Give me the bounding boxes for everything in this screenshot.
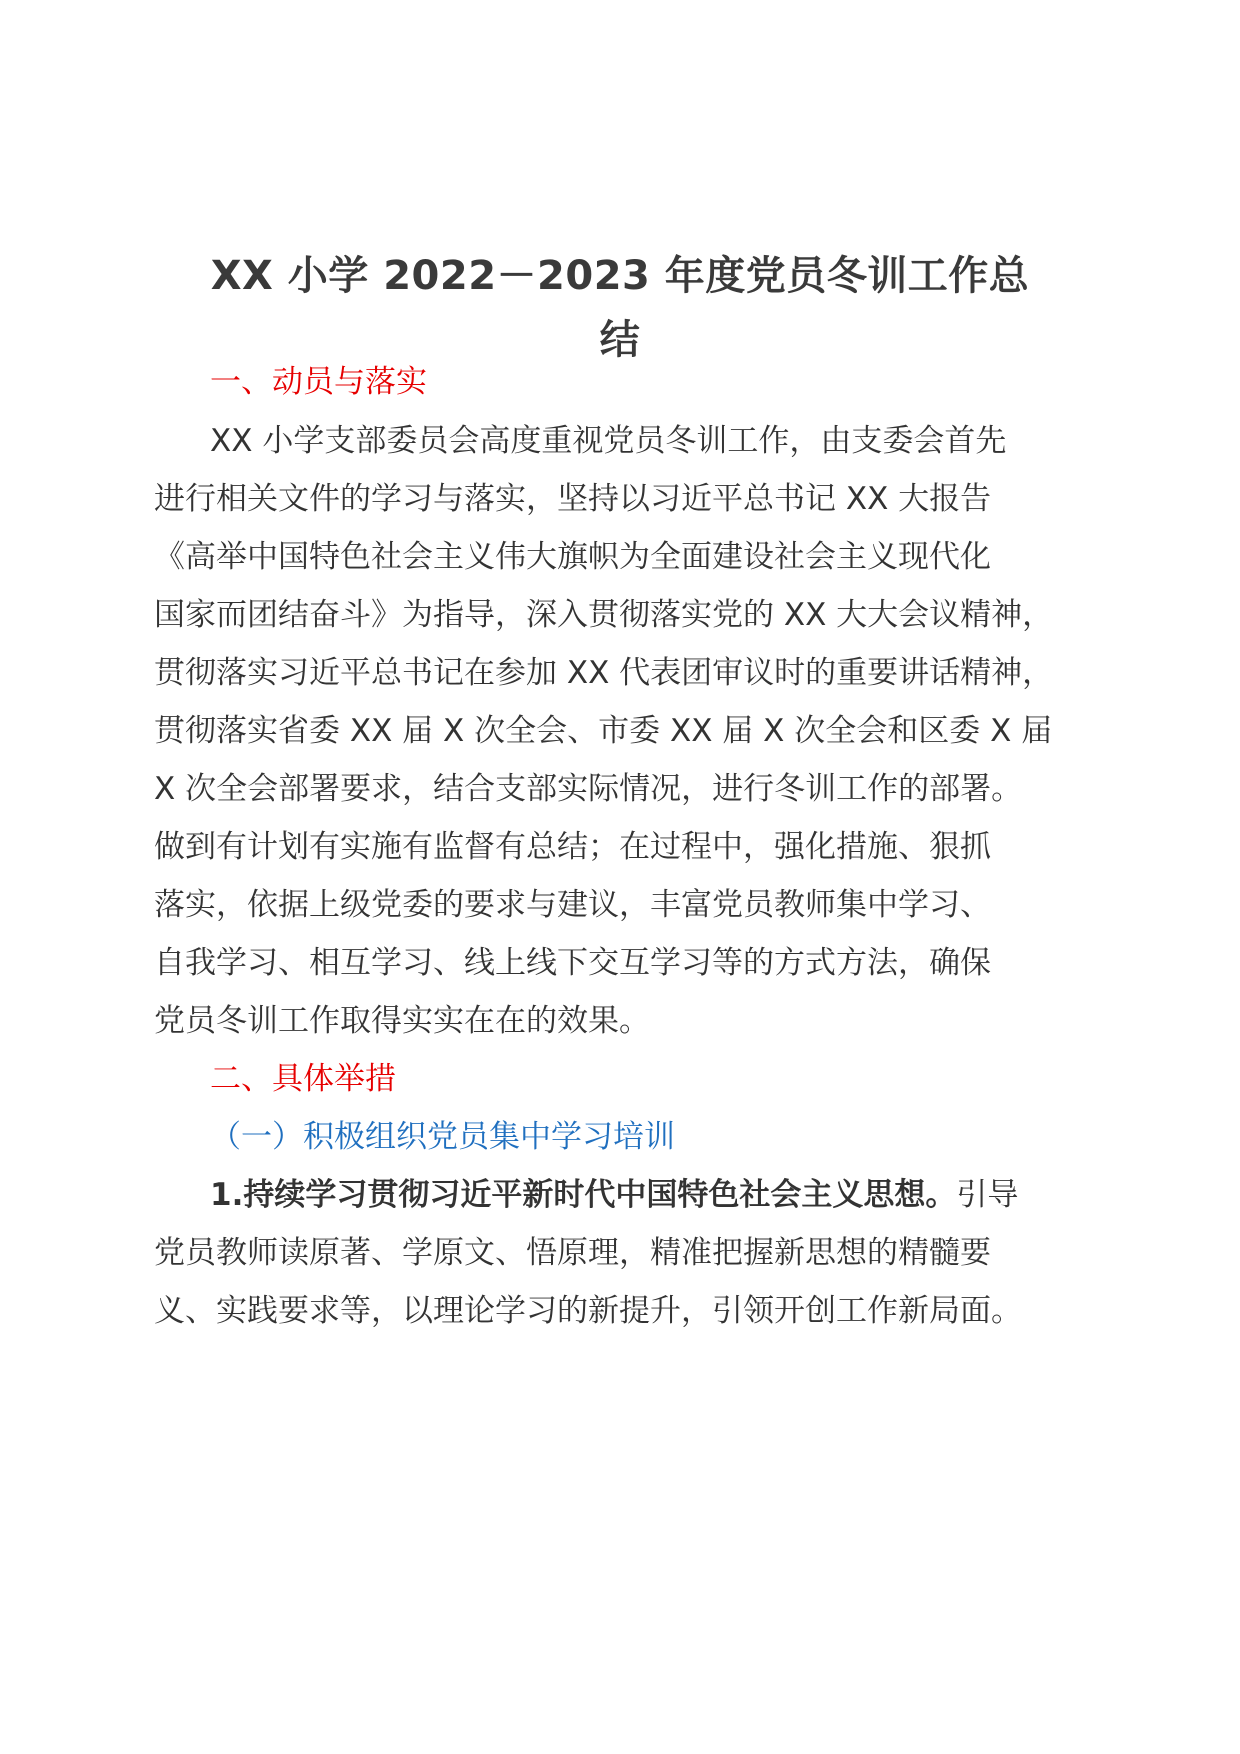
paragraph-line: 贯彻落实习近平总书记在参加 XX 代表团审议时的重要讲话精神， bbox=[154, 655, 1054, 691]
paragraph-line: XX 小学支部委员会高度重视党员冬训工作，由支委会首先 bbox=[210, 423, 1007, 459]
item-lead-line bbox=[210, 1175, 1018, 1215]
paragraph-line: 党员冬训工作取得实实在在的效果。 bbox=[154, 1003, 650, 1039]
item-bold-lead: 1.持续学习贯彻习近平新时代中国特色社会主义思想。 bbox=[210, 1177, 957, 1213]
paragraph-line: X 次全会部署要求，结合支部实际情况，进行冬训工作的部署。 bbox=[154, 771, 1023, 807]
item-lead-rest: 引导 bbox=[956, 1177, 1019, 1213]
paragraph-line: 党员教师读原著、学原文、悟原理，精准把握新思想的精髓要 bbox=[154, 1235, 991, 1271]
document-title-line2: 结 bbox=[599, 317, 641, 363]
section-heading-measures: 二、具体举措 bbox=[210, 1061, 396, 1097]
paragraph-line: 落实，依据上级党委的要求与建议，丰富党员教师集中学习、 bbox=[154, 887, 991, 923]
paragraph-line: 义、实践要求等，以理论学习的新提升，引领开创工作新局面。 bbox=[154, 1293, 1022, 1329]
paragraph-line: 进行相关文件的学习与落实，坚持以习近平总书记 XX 大报告 bbox=[154, 481, 992, 517]
paragraph-line: 做到有计划有实施有监督有总结；在过程中，强化措施、狠抓 bbox=[154, 829, 991, 865]
paragraph-line: 自我学习、相互学习、线上线下交互学习等的方式方法，确保 bbox=[154, 945, 991, 981]
paragraph-line: 《高举中国特色社会主义伟大旗帜为全面建设社会主义现代化 bbox=[154, 539, 991, 575]
subsection-heading-training: （一）积极组织党员集中学习培训 bbox=[210, 1119, 675, 1155]
section-heading-mobilization: 一、动员与落实 bbox=[210, 364, 427, 400]
paragraph-line: 贯彻落实省委 XX 届 X 次全会、市委 XX 届 X 次全会和区委 X 届 bbox=[154, 713, 1053, 749]
document-title-line1: XX 小学 2022－2023 年度党员冬训工作总 bbox=[210, 253, 1030, 299]
paragraph-line: 国家而团结奋斗》为指导，深入贯彻落实党的 XX 大大会议精神， bbox=[154, 597, 1054, 633]
